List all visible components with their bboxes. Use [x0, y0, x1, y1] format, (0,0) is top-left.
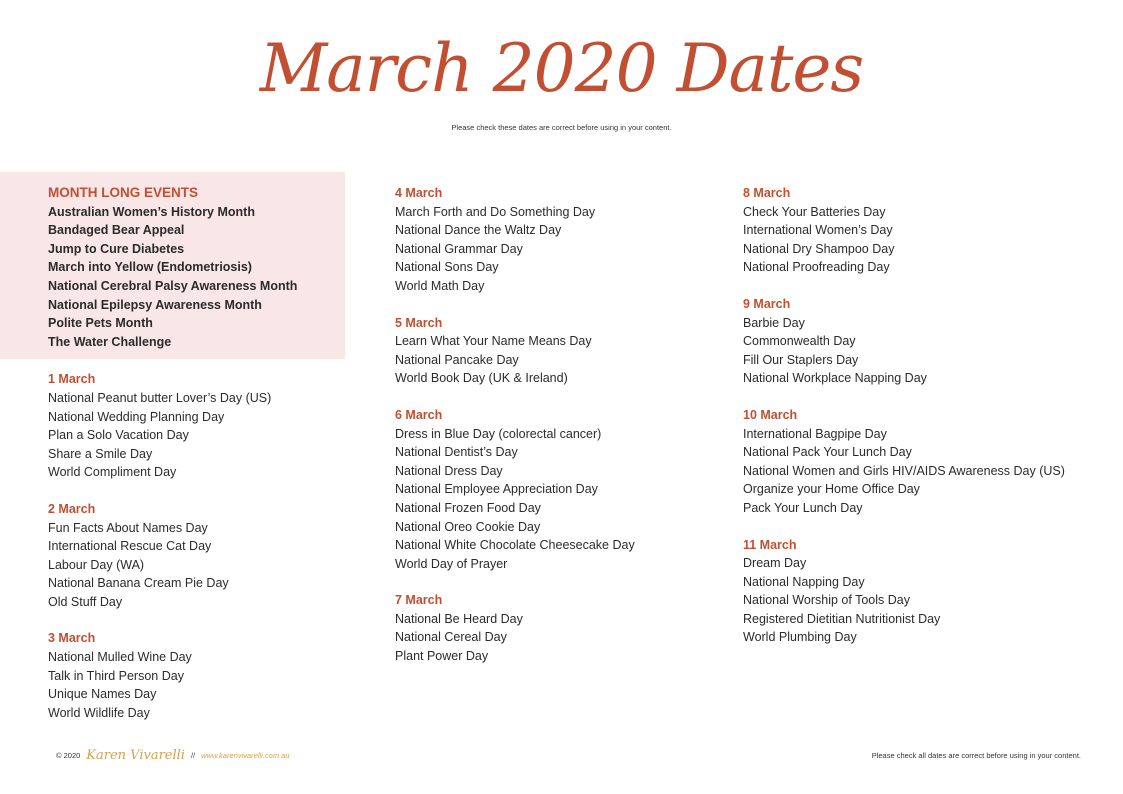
event-item: Australian Women’s History Month — [48, 204, 255, 219]
date-heading: 11 March — [743, 537, 797, 552]
event-item: Organize your Home Office Day — [743, 482, 920, 497]
date-group — [48, 370, 343, 482]
column-1 — [48, 184, 343, 740]
event-item: National Banana Cream Pie Day — [48, 576, 229, 591]
event-item: Talk in Third Person Day — [48, 668, 184, 683]
event-item: National Cereal Day — [395, 630, 507, 645]
event-item: National Pack Your Lunch Day — [743, 445, 912, 460]
event-item: World Book Day (UK & Ireland) — [395, 371, 568, 386]
page-subtitle: Please check these dates are correct before using in your content. — [451, 123, 672, 132]
event-item: Share a Smile Day — [48, 446, 153, 461]
event-item: Plant Power Day — [395, 649, 489, 664]
event-item: Pack Your Lunch Day — [743, 500, 863, 515]
month-long-events-group — [48, 184, 343, 351]
website-link[interactable]: www.karenvivarelli.com.au — [201, 751, 290, 760]
event-item: World Day of Prayer — [395, 556, 508, 571]
event-item: Fill Our Staplers Day — [743, 352, 859, 367]
date-group — [48, 500, 343, 612]
event-item: International Rescue Cat Day — [48, 539, 212, 554]
event-item: Dream Day — [743, 556, 807, 571]
date-group — [395, 406, 725, 573]
footer-separator: // — [190, 751, 196, 760]
event-item: Learn What Your Name Means Day — [395, 334, 592, 349]
date-heading: 3 March — [48, 631, 96, 646]
date-heading: 9 March — [743, 296, 791, 311]
event-item: National Grammar Day — [395, 241, 523, 256]
page-title: March 2020 Dates — [259, 30, 864, 107]
event-item: National Worship of Tools Day — [743, 593, 910, 608]
event-item: Fun Facts About Names Day — [48, 520, 208, 535]
date-heading: 5 March — [395, 315, 443, 330]
event-item: National Wedding Planning Day — [48, 409, 225, 424]
event-item: National Workplace Napping Day — [743, 371, 927, 386]
footer-disclaimer: Please check all dates are correct before using in your content. — [871, 751, 1081, 760]
event-item: World Compliment Day — [48, 465, 177, 480]
event-item: National Dance the Waltz Day — [395, 223, 562, 238]
date-group — [743, 406, 1103, 518]
event-item: Plan a Solo Vacation Day — [48, 428, 189, 443]
event-item: National Cerebral Palsy Awareness Month — [48, 278, 298, 293]
event-item: National Dry Shampoo Day — [743, 241, 895, 256]
column-2 — [395, 184, 725, 684]
event-item: Labour Day (WA) — [48, 557, 145, 572]
date-group — [395, 591, 725, 665]
date-heading: 2 March — [48, 501, 96, 516]
signature-logo: Karen Vivarelli — [86, 748, 185, 763]
event-item: World Plumbing Day — [743, 630, 857, 645]
event-item: Old Stuff Day — [48, 594, 123, 609]
copyright: © 2020 — [56, 751, 81, 760]
event-item: World Math Day — [395, 278, 485, 293]
date-group — [48, 629, 343, 722]
event-item: March into Yellow (Endometriosis) — [48, 260, 252, 275]
event-item: Dress in Blue Day (colorectal cancer) — [395, 426, 602, 441]
event-item: National Employee Appreciation Day — [395, 482, 598, 497]
event-item: National Women and Girls HIV/AIDS Awareness Day (US) — [743, 463, 1065, 478]
event-item: Unique Names Day — [48, 687, 157, 702]
event-item: International Bagpipe Day — [743, 426, 887, 441]
event-item: Jump to Cure Diabetes — [48, 241, 185, 256]
event-item: World Wildlife Day — [48, 705, 150, 720]
event-item: National Dress Day — [395, 463, 503, 478]
event-item: National Napping Day — [743, 574, 865, 589]
date-heading: 10 March — [743, 407, 798, 422]
event-item: National Be Heard Day — [395, 611, 523, 626]
event-item: National Pancake Day — [395, 352, 519, 367]
date-heading: 8 March — [743, 186, 791, 200]
event-item: Polite Pets Month — [48, 316, 153, 331]
event-item: International Women’s Day — [743, 223, 893, 238]
event-item: National Sons Day — [395, 260, 499, 275]
date-heading: 4 March — [395, 186, 443, 200]
date-group — [395, 314, 725, 388]
column-3 — [743, 184, 1103, 665]
footer-credits — [56, 748, 290, 763]
date-heading: 6 March — [395, 407, 443, 422]
date-heading: 7 March — [395, 593, 443, 608]
date-heading: MONTH LONG EVENTS — [48, 185, 199, 200]
event-item: Bandaged Bear Appeal — [48, 223, 185, 238]
event-item: Barbie Day — [743, 315, 805, 330]
event-item: National White Chocolate Cheesecake Day — [395, 538, 635, 553]
event-item: National Epilepsy Awareness Month — [48, 297, 262, 312]
event-item: National Frozen Food Day — [395, 500, 541, 515]
date-group — [395, 184, 725, 296]
event-item: National Peanut butter Lover’s Day (US) — [48, 390, 272, 405]
date-group — [743, 184, 1103, 277]
event-item: National Oreo Cookie Day — [395, 519, 541, 534]
event-item: National Dentist’s Day — [395, 445, 518, 460]
event-item: National Mulled Wine Day — [48, 650, 192, 665]
date-group — [743, 295, 1103, 388]
event-item: Check Your Batteries Day — [743, 204, 886, 219]
event-item: The Water Challenge — [48, 334, 172, 349]
date-heading: 1 March — [48, 372, 96, 387]
event-item: Commonwealth Day — [743, 334, 856, 349]
event-item: Registered Dietitian Nutritionist Day — [743, 611, 941, 626]
date-group — [743, 536, 1103, 648]
event-item: March Forth and Do Something Day — [395, 204, 596, 219]
event-item: National Proofreading Day — [743, 260, 890, 275]
